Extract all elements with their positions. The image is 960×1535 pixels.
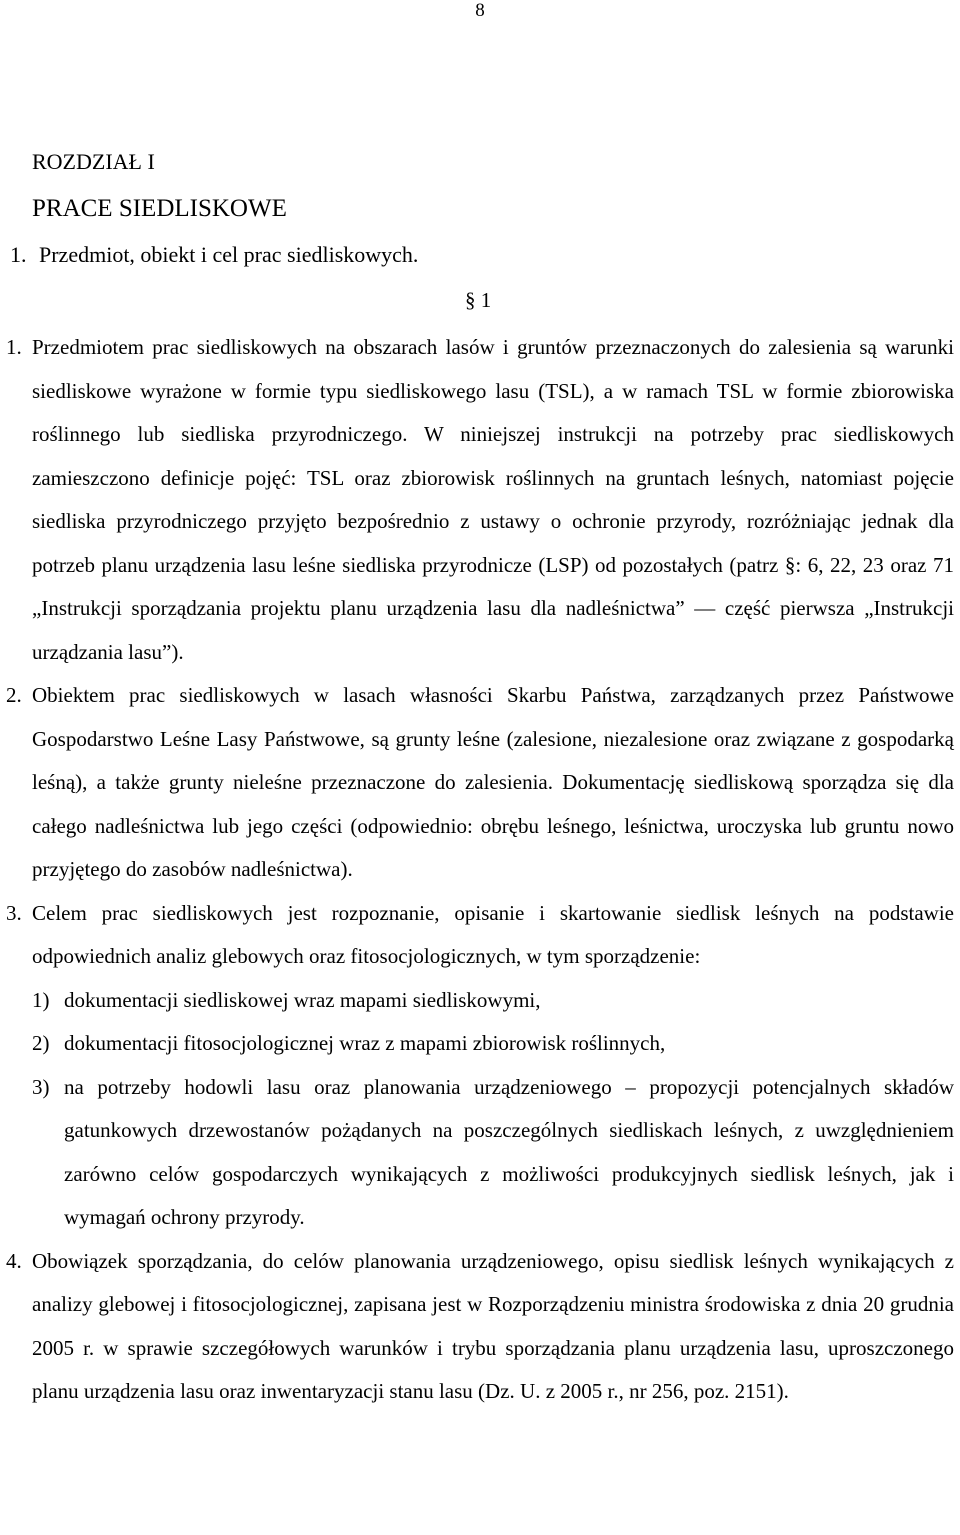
paragraph-text: Obowiązek sporządzania, do celów planowania urządzeniowego, opisu siedlisk leśnych wynikających z analizy glebowej i fitosocjologicznej, zapisana jest w Rozporządzeniu ministra środowiska z dnia 20 grudnia 2005 r. w sprawie szczegółowych warunków i trybu sporządzania planu urządzenia lasu, uproszczonego planu urządzenia lasu oraz inwentaryzacji stanu lasu (Dz. U. z 2005 r., nr 256, poz. 2151). — [32, 1248, 954, 1403]
section-heading — [10, 242, 418, 268]
paragraph-1 — [0, 326, 954, 674]
paragraph-number: 4. — [6, 1248, 22, 1273]
section-title: Przedmiot, obiekt i cel prac siedliskowych. — [39, 242, 419, 267]
list-item-text: dokumentacji siedliskowej wraz mapami siedliskowymi, — [64, 987, 541, 1012]
document-body — [0, 326, 960, 1414]
paragraph-text: Celem prac siedliskowych jest rozpoznanie, opisanie i skartowanie siedlisk leśnych na podstawie odpowiednich analiz glebowych oraz fitosocjologicznych, w tym sporządzenie: — [32, 900, 954, 968]
list-item-text: dokumentacji fitosocjologicznej wraz z mapami zbiorowisk roślinnych, — [64, 1031, 666, 1055]
chapter-label: ROZDZIAŁ I — [32, 149, 155, 174]
chapter-title: PRACE SIEDLISKOWE — [32, 195, 287, 222]
paragraph-text: Obiektem prac siedliskowych w lasach własności Skarbu Państwa, zarządzanych przez Państwowe Gospodarstwo Leśne Lasy Państwowe, są grunty leśne (zalesione, niezalesione oraz związane z gospodarką leśną), a także grunty nieleśne przeznaczone do zalesienia. Dokumentację siedliskową sporządza się dla całego nadleśnictwa lub jego części (odpowiednio: obrębu leśnego, leśnictwa, uroczyska lub gruntu nowo przyjętego do zasobów nadleśnictwa). — [32, 683, 954, 881]
paragraph-2 — [0, 674, 954, 892]
section-number: 1. — [10, 242, 27, 267]
paragraph-3 — [0, 892, 954, 979]
paragraph-number: 3. — [6, 900, 22, 925]
list-item-number: 1) — [32, 987, 50, 1012]
page-number: 8 — [475, 0, 485, 21]
paragraph-text: Przedmiotem prac siedliskowych na obszarach lasów i gruntów przeznaczonych do zalesienia są warunki siedliskowe wyrażone w formie typu siedliskowego lasu (TSL), a w ramach TSL w formie zbiorowiska roślinnego lub siedliska przyrodniczego. W niniejszej instrukcji na potrzeby prac siedliskowych zamieszczono definicje pojęć: TSL oraz zbiorowisk roślinnych na gruntach leśnych, natomiast pojęcie siedliska przyrodniczego przyjęto bezpośrednio z ustawy o ochronie przyrody, rozróżniając jednak dla potrzeb planu urządzenia lasu leśne siedliska przyrodnicze (LSP) od pozostałych (patrz §: 6, 22, 23 oraz 71 „Instrukcji sporządzania projektu planu urządzenia lasu dla nadleśnictwa” — część pierwsza „Instrukcji urządzania lasu”). — [32, 335, 954, 664]
list-item-text: na potrzeby hodowli lasu oraz planowania urządzeniowego – propozycji potencjalnych składów gatunkowych drzewostanów pożądanych na poszczególnych siedliskach leśnych, z uwzględnieniem zarówno celów gospodarczych wynikających z możliwości produkcyjnych siedlisk leśnych, jak i wymagań ochrony przyrody. — [64, 1074, 954, 1229]
list-item — [0, 1066, 954, 1240]
list-item-number: 3) — [32, 1074, 50, 1099]
paragraph-number: 2. — [6, 683, 22, 707]
list-item — [0, 979, 954, 1023]
paragraph-mark: § 1 — [465, 288, 492, 312]
list-item — [0, 1022, 954, 1066]
list-item-number: 2) — [32, 1031, 50, 1055]
paragraph-4 — [0, 1240, 954, 1414]
paragraph-number: 1. — [6, 335, 22, 359]
